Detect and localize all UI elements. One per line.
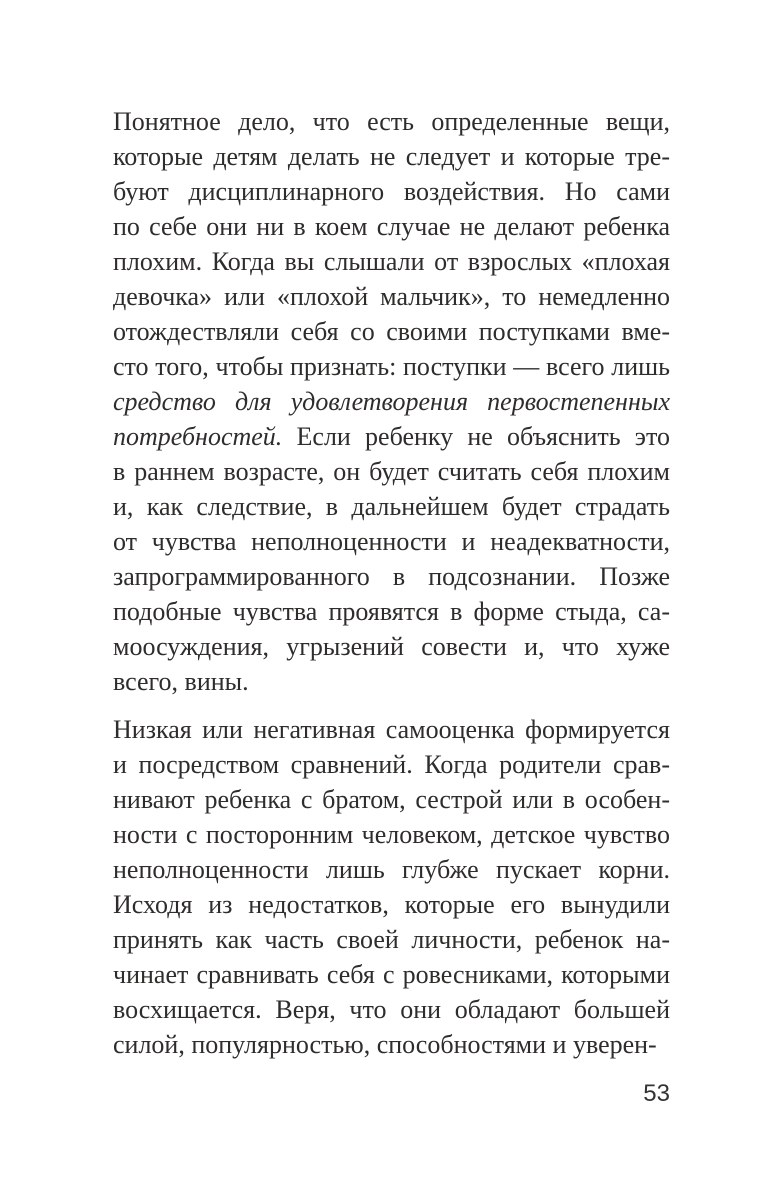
text-segment: принять как часть своей личности, ребенок на- xyxy=(113,925,670,954)
text-segment: от чувства неполноценности и неадекватности, xyxy=(113,527,670,556)
text-line xyxy=(113,314,670,349)
page-text xyxy=(113,104,670,1062)
text-line xyxy=(113,454,670,489)
text-segment: и посредством сравнений. Когда родители срав- xyxy=(113,750,670,779)
text-line xyxy=(113,419,670,454)
text-segment: девочка» или «плохой мальчик», то немедленно xyxy=(113,282,670,311)
text-segment: силой, популярностью, способностями и уверен- xyxy=(113,1030,657,1059)
text-segment: и, как следствие, в дальнейшем будет страдать xyxy=(113,492,670,521)
paragraph xyxy=(113,712,670,1062)
text-line xyxy=(113,817,670,852)
text-segment: плохим. Когда вы слышали от взрослых «плохая xyxy=(113,247,670,276)
text-line xyxy=(113,957,670,992)
text-line xyxy=(113,174,670,209)
text-segment: Низкая или негативная самооценка формируется xyxy=(113,715,670,744)
text-line xyxy=(113,629,670,664)
text-line xyxy=(113,104,670,139)
text-segment: запрограммированного в подсознании. Позже xyxy=(113,562,670,591)
text-line xyxy=(113,489,670,524)
text-line xyxy=(113,922,670,957)
text-segment: Если ребенку не объяснить это xyxy=(282,422,670,451)
text-line xyxy=(113,664,670,699)
text-segment: чинает сравнивать себя с ровесниками, которыми xyxy=(113,960,670,989)
text-segment: восхищается. Веря, что они обладают большей xyxy=(113,995,670,1024)
text-line xyxy=(113,887,670,922)
text-segment: которые детям делать не следует и которые тре- xyxy=(113,142,670,171)
text-line xyxy=(113,1027,670,1062)
text-line xyxy=(113,712,670,747)
text-line xyxy=(113,279,670,314)
text-segment: в раннем возрасте, он будет считать себя плохим xyxy=(113,457,670,486)
italic-text-segment: потребностей. xyxy=(113,422,283,451)
text-segment: нивают ребенка с братом, сестрой или в особен- xyxy=(113,785,670,814)
text-line xyxy=(113,524,670,559)
text-segment: отождествляли себя со своими поступками вме- xyxy=(113,317,670,346)
paragraph xyxy=(113,104,670,699)
text-segment: буют дисциплинарного воздействия. Но сами xyxy=(113,177,670,206)
text-segment: Исходя из недостатков, которые его вынудили xyxy=(113,890,670,919)
text-segment: Понятное дело, что есть определенные вещи, xyxy=(113,107,670,136)
text-line xyxy=(113,349,670,384)
text-line xyxy=(113,782,670,817)
text-line xyxy=(113,139,670,174)
text-segment: неполноценности лишь глубже пускает корни. xyxy=(113,855,670,884)
text-segment: всего, вины. xyxy=(113,667,249,696)
text-segment: подобные чувства проявятся в форме стыда, са- xyxy=(113,597,670,626)
text-line xyxy=(113,384,670,419)
text-line xyxy=(113,559,670,594)
text-segment: моосуждения, угрызений совести и, что хуже xyxy=(113,632,670,661)
italic-text-segment: средство для удовлетворения первостепенных xyxy=(113,387,670,416)
text-line xyxy=(113,852,670,887)
page-number: 53 xyxy=(643,1080,670,1107)
text-line xyxy=(113,209,670,244)
text-line xyxy=(113,594,670,629)
text-segment: сто того, чтобы признать: поступки — всего лишь xyxy=(113,352,670,381)
text-line xyxy=(113,747,670,782)
text-line xyxy=(113,244,670,279)
text-segment: по себе они ни в коем случае не делают ребенка xyxy=(113,212,670,241)
text-segment: ности с посторонним человеком, детское чувство xyxy=(113,820,670,849)
text-line xyxy=(113,992,670,1027)
